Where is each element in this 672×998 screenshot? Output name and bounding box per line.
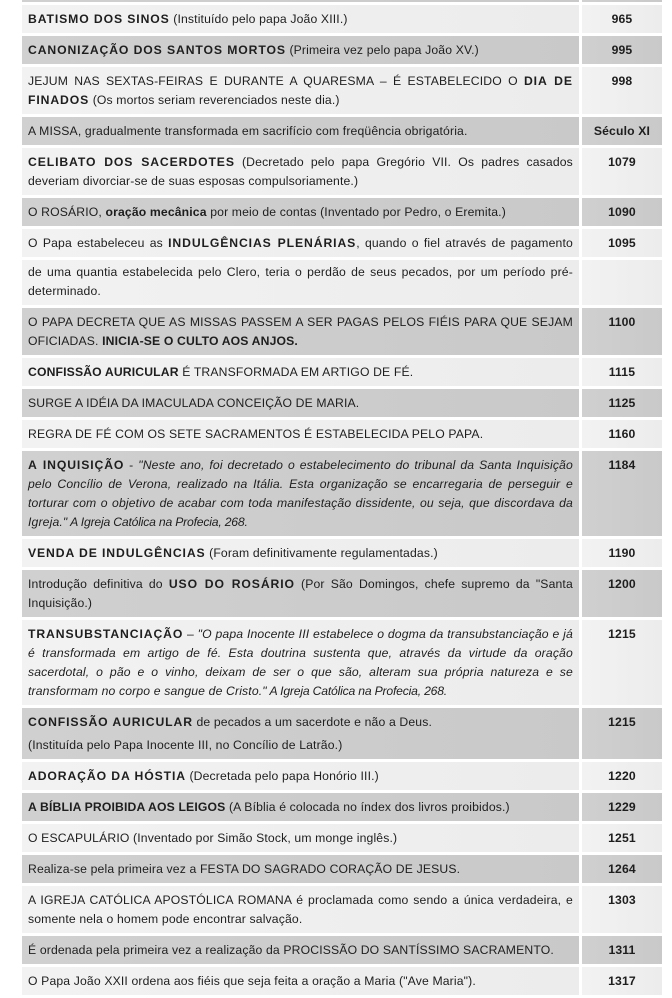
event-year: 1160: [579, 420, 662, 448]
event-description: A IGREJA CATÓLICA APOSTÓLICA ROMANA é proclamada como sendo a única verdadeira, e somente nela o homem pode encontrar salvação.: [22, 886, 579, 933]
event-title: CELIBATO DOS SACERDOTES: [28, 155, 235, 169]
event-description: [22, 708, 579, 759]
event-description: [22, 793, 579, 821]
table-row: [22, 886, 662, 933]
event-year: 1079: [579, 148, 662, 195]
event-year: 1125: [579, 389, 662, 417]
event-description: SURGE A IDÉIA DA IMACULADA CONCEIÇÃO DE MARIA.: [22, 389, 579, 417]
event-year: 965: [579, 5, 662, 33]
event-title: TRANSUBSTANCIAÇÃO: [28, 627, 184, 641]
table-row: [22, 67, 662, 114]
event-text: (Foram definitivamente regulamentadas.): [205, 546, 438, 560]
event-year: 1090: [579, 198, 662, 226]
event-description: [22, 451, 579, 536]
table-row-continuation: [22, 260, 662, 305]
event-description: O Papa João XXII ordena aos fiéis que seja feita a oração a Maria ("Ave Maria").: [22, 967, 579, 995]
event-text: É TRANSFORMADA EM ARTIGO DE FÉ.: [178, 365, 414, 379]
table-row: [22, 708, 662, 759]
event-description: [22, 148, 579, 195]
event-title: CONFISSÃO AURICULAR: [28, 715, 193, 729]
event-title: DIA DE FINADOS: [28, 74, 573, 107]
event-text: (Os mortos seriam reverenciados neste dia.): [89, 93, 340, 107]
event-text-line2: (Instituída pelo Papa Inocente III, no Concílio de Latrão.): [28, 738, 343, 752]
event-year: 1184: [579, 451, 662, 536]
event-description: É ordenada pela primeira vez a realização da PROCISSÃO DO SANTÍSSIMO SACRAMENTO.: [22, 936, 579, 964]
event-text-pre: O Papa estabeleceu as: [28, 236, 169, 250]
event-citation: A Igreja Católica na Profecia, 268.: [67, 515, 248, 529]
table-row: [22, 855, 662, 883]
event-year: 1220: [579, 762, 662, 790]
event-year: 1229: [579, 793, 662, 821]
event-text: (Decretado pelo papa Gregório VII. Os padres casados deveriam divorciar-se de suas esposas compulsoriamente.): [28, 155, 573, 188]
event-year: 995: [579, 36, 662, 64]
event-text-pre: JEJUM NAS SEXTAS-FEIRAS E DURANTE A QUARESMA – É ESTABELECIDO O: [28, 74, 524, 88]
event-year: 1317: [579, 967, 662, 995]
event-description: [22, 570, 579, 617]
event-year: 1190: [579, 539, 662, 567]
event-description: [22, 539, 579, 567]
event-description: [22, 358, 579, 386]
table-row-previous: [22, 0, 662, 2]
event-description: [22, 198, 579, 226]
table-row: [22, 389, 662, 417]
table-row: [22, 793, 662, 821]
event-separator: –: [183, 627, 198, 641]
table-row: [22, 198, 662, 226]
event-description: [22, 36, 579, 64]
event-title: USO DO ROSÁRIO: [168, 577, 295, 591]
event-description: [22, 5, 579, 33]
event-year: 1115: [579, 358, 662, 386]
event-description: [22, 229, 579, 257]
timeline-table: [22, 0, 662, 998]
event-quote: "Neste ano, foi decretado o estabelecimento do tribunal da Santa Inquisição pelo Concílio de Verona, realizado na Itália. Esta organização se encarregaria de perseguir e torturar com o objetivo de acabar com toda manifestação dissidente, ou seja, que discordava da Igreja.": [28, 458, 573, 529]
table-row: [22, 824, 662, 852]
event-year: [579, 260, 662, 305]
event-description: [22, 762, 579, 790]
event-citation: A Igreja Católica na Profecia, 268.: [266, 684, 447, 698]
table-row: [22, 358, 662, 386]
table-row: [22, 5, 662, 33]
table-row: [22, 967, 662, 995]
table-row: [22, 762, 662, 790]
event-year: 1311: [579, 936, 662, 964]
table-row: [22, 620, 662, 705]
event-separator: -: [124, 458, 139, 472]
event-description: REGRA DE FÉ COM OS SETE SACRAMENTOS É ESTABELECIDA PELO PAPA.: [22, 420, 579, 448]
event-quote: "O papa Inocente III estabelece o dogma da transubstanciação e já é transformada em artigo de fé. Esta doutrina sustenta que, através da virtude da oração sacerdotal, o pão e o vinho, deixam de ser o que são, alteram sua própria natureza e se transformam no corpo e sangue de Cristo.": [28, 627, 573, 698]
event-title: oração mecânica: [105, 205, 207, 219]
timeline-table-container: [22, 0, 662, 998]
event-year: 1095: [579, 229, 662, 257]
event-text: (Por São Domingos, chefe supremo da "Santa Inquisição.): [28, 577, 573, 610]
event-year: 998: [579, 67, 662, 114]
event-year: Século XI: [579, 117, 662, 145]
event-text: , quando o fiel através de pagamento: [356, 236, 573, 250]
event-title: INICIA-SE O CULTO AOS ANJOS.: [102, 334, 298, 348]
event-text: (Primeira vez pelo papa João XV.): [285, 43, 479, 57]
event-text-pre: O ROSÁRIO,: [28, 205, 106, 219]
event-text: (Decretada pelo papa Honório III.): [185, 769, 379, 783]
event-text-pre: Introdução definitiva do: [28, 577, 169, 591]
table-row: [22, 117, 662, 145]
table-row: [22, 451, 662, 536]
table-row: [22, 936, 662, 964]
event-year: 1303: [579, 886, 662, 933]
table-row: [22, 36, 662, 64]
event-title: CONFISSÃO AURICULAR: [28, 365, 179, 379]
event-title: A INQUISIÇÃO: [28, 458, 125, 472]
event-description: [22, 620, 579, 705]
event-text: por meio de contas (Inventado por Pedro, o Eremita.): [206, 205, 506, 219]
event-text: (Instituído pelo papa João XIII.): [169, 12, 348, 26]
table-row: [22, 570, 662, 617]
event-title: VENDA DE INDULGÊNCIAS: [28, 546, 206, 560]
event-text: de pecados a um sacerdote e não a Deus.: [192, 715, 433, 729]
event-description: [22, 67, 579, 114]
event-text-pre: O PAPA DECRETA QUE AS MISSAS PASSEM A SER PAGAS PELOS FIÉIS PARA QUE SEJAM OFICIADAS.: [28, 315, 573, 348]
event-title: ADORAÇÃO DA HÓSTIA: [28, 769, 186, 783]
event-description: de uma quantia estabelecida pelo Clero, teria o perdão de seus pecados, por um período pré-determinado.: [22, 260, 579, 305]
event-title: CANONIZAÇÃO DOS SANTOS MORTOS: [28, 43, 286, 57]
event-year: 1100: [579, 308, 662, 355]
event-year: 1215: [579, 620, 662, 705]
event-title: INDULGÊNCIAS PLENÁRIAS: [168, 236, 357, 250]
event-description: Realiza-se pela primeira vez a FESTA DO SAGRADO CORAÇÃO DE JESUS.: [22, 855, 579, 883]
event-year: 1200: [579, 570, 662, 617]
event-year: 1215: [579, 708, 662, 759]
event-description: O ESCAPULÁRIO (Inventado por Simão Stock, um monge inglês.): [22, 824, 579, 852]
event-description: [22, 308, 579, 355]
table-row: [22, 229, 662, 257]
table-row: [22, 148, 662, 195]
event-description: A MISSA, gradualmente transformada em sacrifício com freqüência obrigatória.: [22, 117, 579, 145]
table-row: [22, 420, 662, 448]
event-year: 1251: [579, 824, 662, 852]
table-row: [22, 308, 662, 355]
event-title: BATISMO DOS SINOS: [28, 12, 170, 26]
event-text: (A Bíblia é colocada no índex dos livros proibidos.): [225, 800, 510, 814]
event-year: 1264: [579, 855, 662, 883]
event-title: A BÍBLIA PROIBIDA AOS LEIGOS: [28, 800, 226, 814]
table-row: [22, 539, 662, 567]
